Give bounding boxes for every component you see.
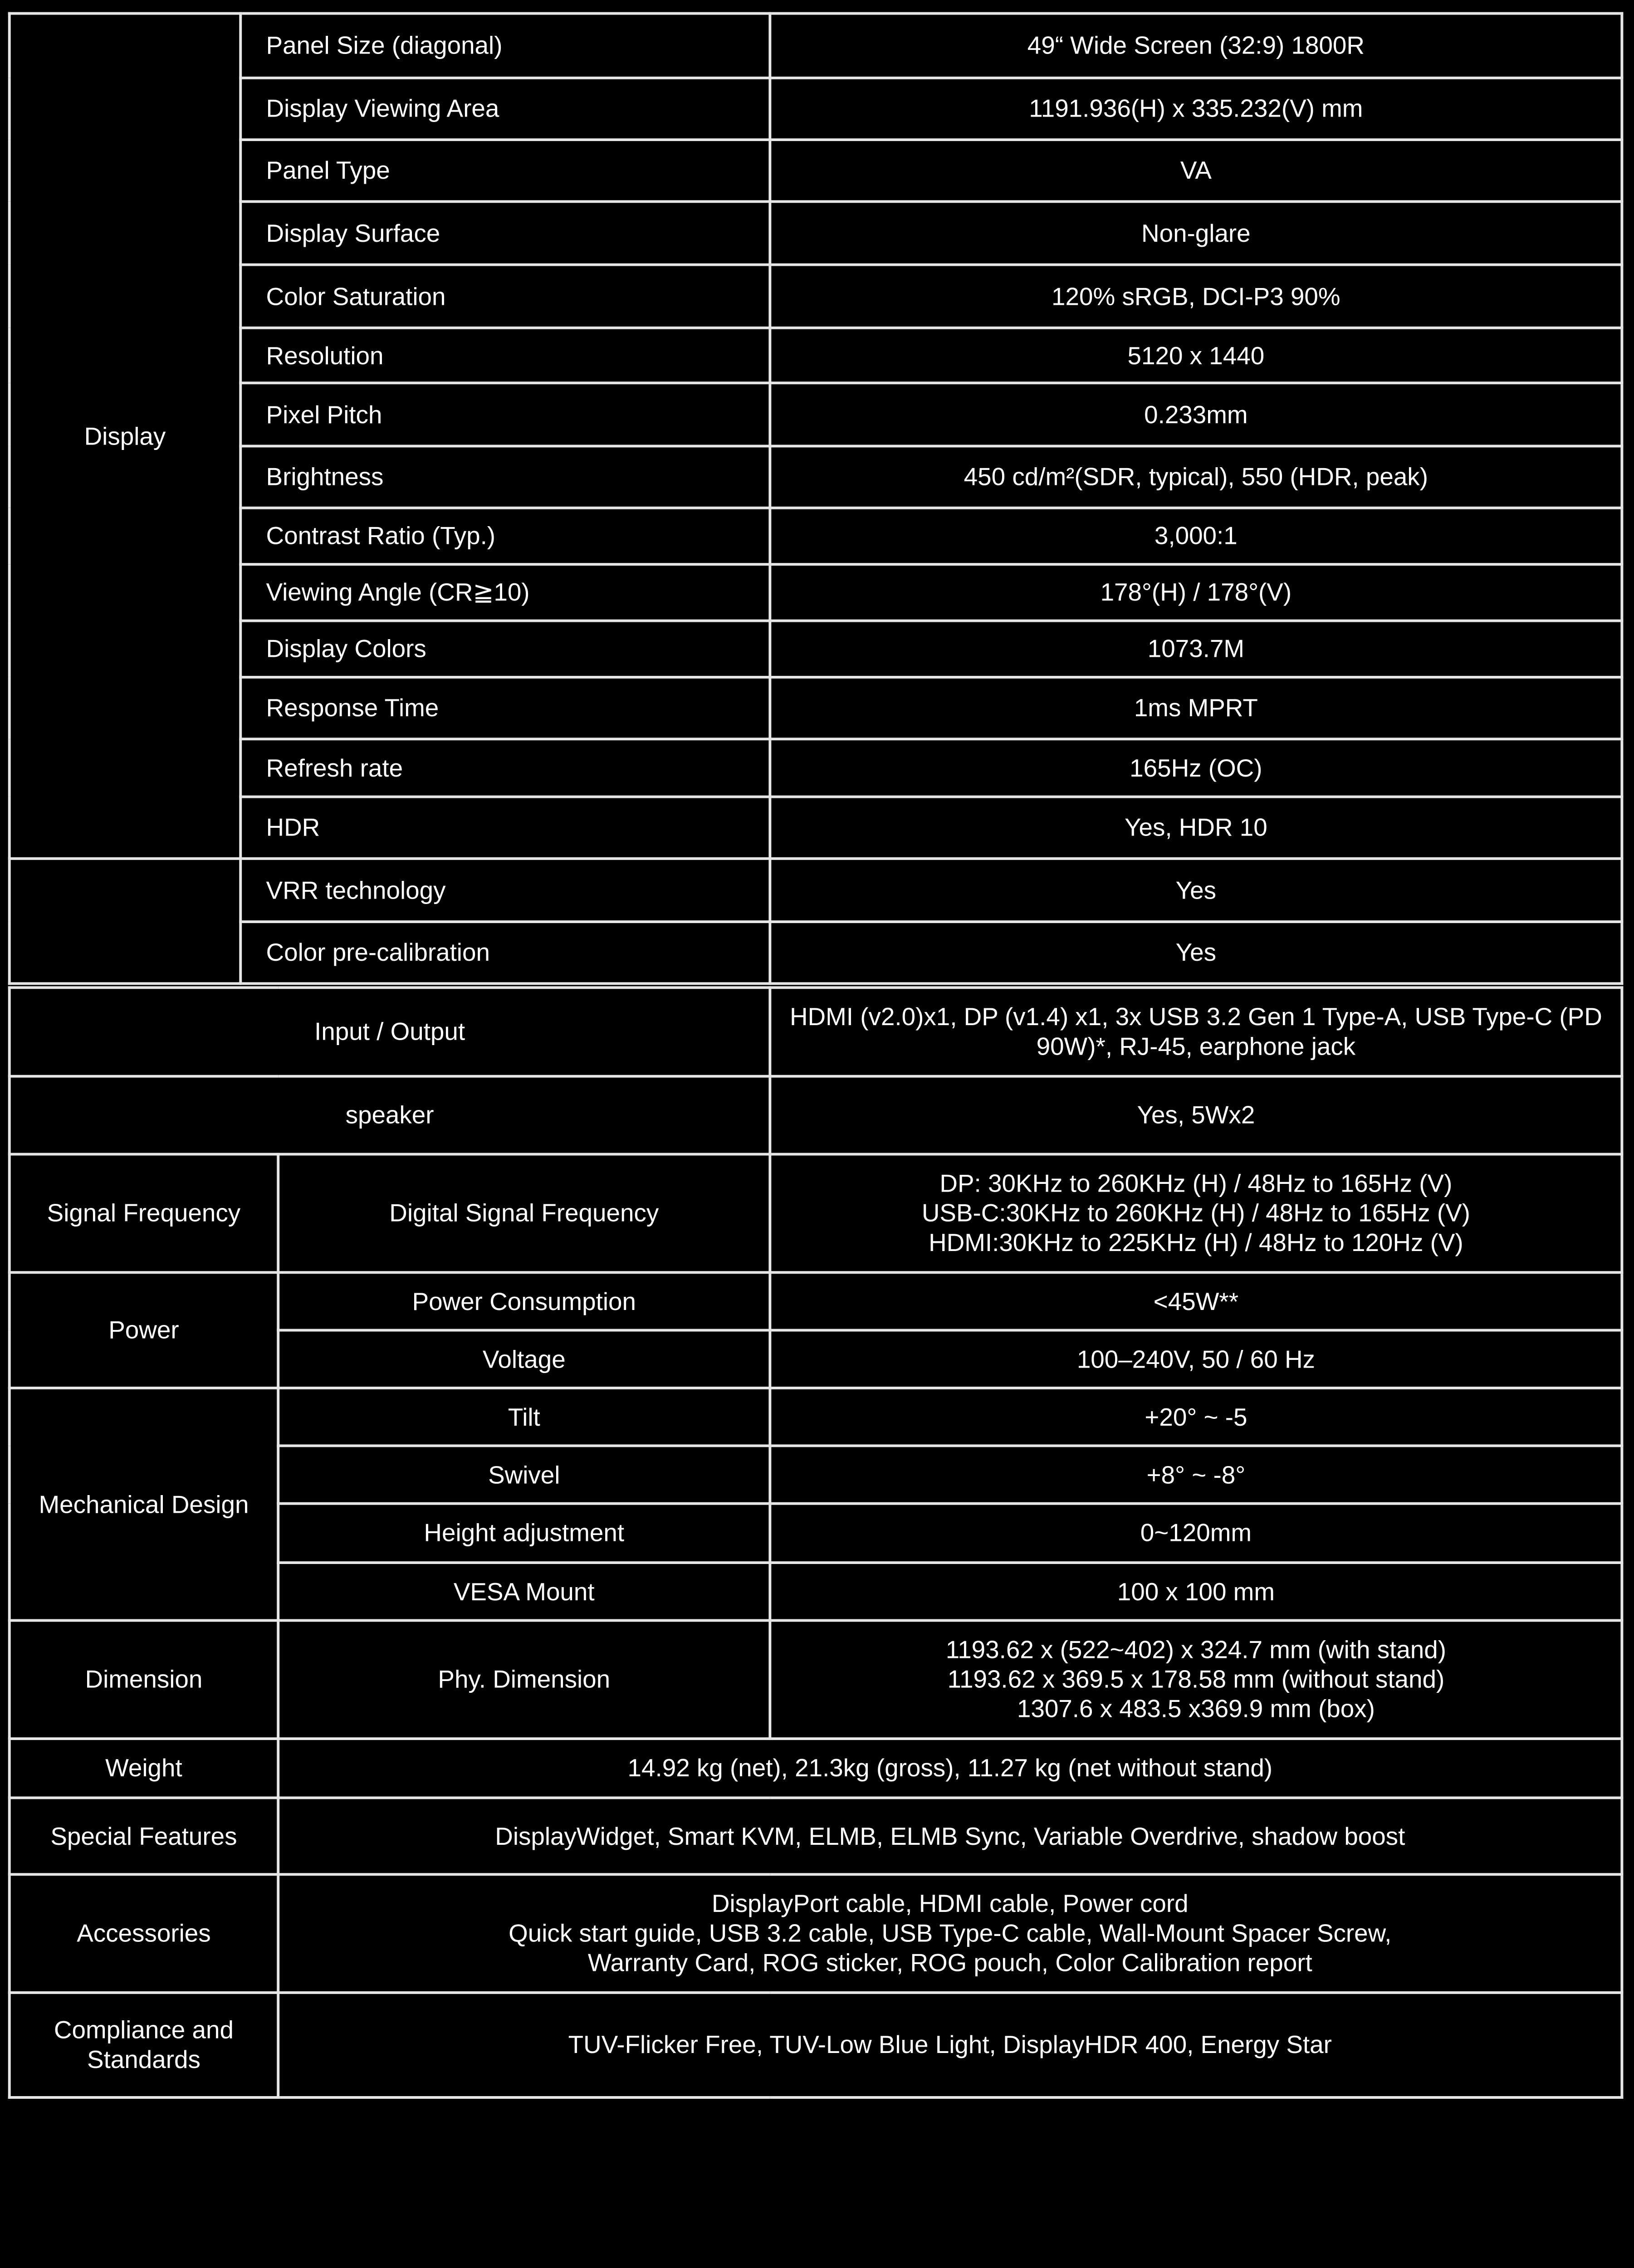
compliance-label-line: Compliance and xyxy=(54,2015,234,2044)
io-value xyxy=(770,987,1622,1076)
spec-value: 450 cd/m²(SDR, typical), 550 (HDR, peak) xyxy=(770,446,1622,508)
spec-label: Tilt xyxy=(278,1388,770,1446)
spec-value: Yes xyxy=(770,922,1622,983)
compliance-label-line: Standards xyxy=(87,2045,201,2073)
spec-label: Display Surface xyxy=(240,201,770,264)
table-row xyxy=(10,1076,1622,1154)
spec-value: Yes, HDR 10 xyxy=(770,797,1622,859)
general-spec-table xyxy=(8,986,1624,2099)
spec-label: Pixel Pitch xyxy=(240,383,770,446)
spec-label: Viewing Angle (CR≧10) xyxy=(240,564,770,621)
io-value-line: HDMI (v2.0)x1, DP (v1.4) x1, 3x USB 3.2 Gen 1 Type-A, USB Type-C (PD xyxy=(789,1002,1602,1031)
table-row xyxy=(10,564,1622,621)
spec-label: VESA Mount xyxy=(278,1563,770,1620)
spec-value: 1073.7M xyxy=(770,621,1622,677)
power-group-label: Power xyxy=(10,1272,278,1388)
accessories-value-line: Quick start guide, USB 3.2 cable, USB Type-C cable, Wall-Mount Spacer Screw, xyxy=(509,1919,1392,1947)
weight-value: 14.92 kg (net), 21.3kg (gross), 11.27 kg (net without stand) xyxy=(278,1739,1622,1798)
mechanical-group-label: Mechanical Design xyxy=(10,1388,278,1620)
dimension-value-line: 1193.62 x 369.5 x 178.58 mm (without stand) xyxy=(947,1665,1445,1693)
dimension-value-line: 1307.6 x 483.5 x369.9 mm (box) xyxy=(1017,1694,1375,1723)
dimension-value-line: 1193.62 x (522~402) x 324.7 mm (with stand) xyxy=(945,1635,1447,1664)
spec-value: 49“ Wide Screen (32:9) 1800R xyxy=(770,14,1622,78)
table-row xyxy=(10,201,1622,264)
table-row xyxy=(10,1620,1622,1739)
table-row xyxy=(10,1388,1622,1446)
signal-value-line: DP: 30KHz to 260KHz (H) / 48Hz to 165Hz (V) xyxy=(939,1169,1453,1198)
table-row xyxy=(10,922,1622,983)
signal-value-line: USB-C:30KHz to 260KHz (H) / 48Hz to 165Hz (V) xyxy=(921,1198,1470,1227)
spec-label: VRR technology xyxy=(240,859,770,922)
spec-value: +8° ~ -8° xyxy=(770,1446,1622,1503)
spec-value: 3,000:1 xyxy=(770,508,1622,564)
spec-value: 1ms MPRT xyxy=(770,677,1622,739)
spec-value: 165Hz (OC) xyxy=(770,739,1622,797)
spec-label: Brightness xyxy=(240,446,770,508)
table-row xyxy=(10,1993,1622,2097)
empty-group-cell xyxy=(10,859,240,983)
spec-value: Non-glare xyxy=(770,201,1622,264)
spec-label: Voltage xyxy=(278,1330,770,1388)
spec-label: Swivel xyxy=(278,1446,770,1503)
weight-label: Weight xyxy=(10,1739,278,1798)
table-row xyxy=(10,797,1622,859)
table-row xyxy=(10,987,1622,1076)
spec-value: <45W** xyxy=(770,1272,1622,1330)
compliance-value: TUV-Flicker Free, TUV-Low Blue Light, DisplayHDR 400, Energy Star xyxy=(278,1993,1622,2097)
spec-value: 0~120mm xyxy=(770,1504,1622,1563)
speaker-label: speaker xyxy=(10,1076,770,1154)
table-row xyxy=(10,1739,1622,1798)
spec-label: Color pre-calibration xyxy=(240,922,770,983)
spec-label: Contrast Ratio (Typ.) xyxy=(240,508,770,564)
dimension-group-label: Dimension xyxy=(10,1620,278,1739)
spec-value: VA xyxy=(770,140,1622,201)
spec-label: Response Time xyxy=(240,677,770,739)
dimension-value xyxy=(770,1620,1622,1739)
signal-group-label: Signal Frequency xyxy=(10,1154,278,1273)
spec-label: Height adjustment xyxy=(278,1504,770,1563)
table-row xyxy=(10,859,1622,922)
spec-value: 178°(H) / 178°(V) xyxy=(770,564,1622,621)
table-row xyxy=(10,140,1622,201)
dimension-label: Phy. Dimension xyxy=(278,1620,770,1739)
table-row xyxy=(10,1154,1622,1273)
accessories-value xyxy=(278,1874,1622,1993)
spec-value: 0.233mm xyxy=(770,383,1622,446)
table-row xyxy=(10,14,1622,78)
table-row xyxy=(10,383,1622,446)
table-row xyxy=(10,1272,1622,1330)
io-label: Input / Output xyxy=(10,987,770,1076)
spec-label: Panel Size (diagonal) xyxy=(240,14,770,78)
features-value: DisplayWidget, Smart KVM, ELMB, ELMB Sync, Variable Overdrive, shadow boost xyxy=(278,1798,1622,1874)
spec-label: Color Saturation xyxy=(240,265,770,328)
features-label: Special Features xyxy=(10,1798,278,1874)
spec-label: Power Consumption xyxy=(278,1272,770,1330)
spec-value: 1191.936(H) x 335.232(V) mm xyxy=(770,78,1622,140)
spec-label: Display Colors xyxy=(240,621,770,677)
display-group-label: Display xyxy=(10,14,240,859)
table-row xyxy=(10,78,1622,140)
table-row xyxy=(10,677,1622,739)
spec-value: Yes xyxy=(770,859,1622,922)
table-row xyxy=(10,739,1622,797)
spec-value: 100–240V, 50 / 60 Hz xyxy=(770,1330,1622,1388)
spec-label: Resolution xyxy=(240,328,770,383)
table-row xyxy=(10,328,1622,383)
signal-value-line: HDMI:30KHz to 225KHz (H) / 48Hz to 120Hz (V) xyxy=(929,1228,1463,1256)
table-row xyxy=(10,446,1622,508)
accessories-value-line: Warranty Card, ROG sticker, ROG pouch, Color Calibration report xyxy=(587,1948,1312,1977)
signal-value xyxy=(770,1154,1622,1273)
spec-value: +20° ~ -5 xyxy=(770,1388,1622,1446)
table-row xyxy=(10,1798,1622,1874)
spec-label: Refresh rate xyxy=(240,739,770,797)
spec-value: 5120 x 1440 xyxy=(770,328,1622,383)
table-row xyxy=(10,265,1622,328)
spec-value: 120% sRGB, DCI-P3 90% xyxy=(770,265,1622,328)
compliance-label xyxy=(10,1993,278,2097)
io-value-line: 90W)*, RJ-45, earphone jack xyxy=(1036,1031,1356,1061)
accessories-label: Accessories xyxy=(10,1874,278,1993)
spec-label: HDR xyxy=(240,797,770,859)
spec-label: Display Viewing Area xyxy=(240,78,770,140)
signal-label: Digital Signal Frequency xyxy=(278,1154,770,1273)
table-row xyxy=(10,1874,1622,1993)
spec-label: Panel Type xyxy=(240,140,770,201)
table-row xyxy=(10,508,1622,564)
table-row xyxy=(10,621,1622,677)
speaker-value: Yes, 5Wx2 xyxy=(770,1076,1622,1154)
spec-value: 100 x 100 mm xyxy=(770,1563,1622,1620)
accessories-value-line: DisplayPort cable, HDMI cable, Power cord xyxy=(711,1889,1189,1918)
display-spec-table xyxy=(8,12,1624,985)
